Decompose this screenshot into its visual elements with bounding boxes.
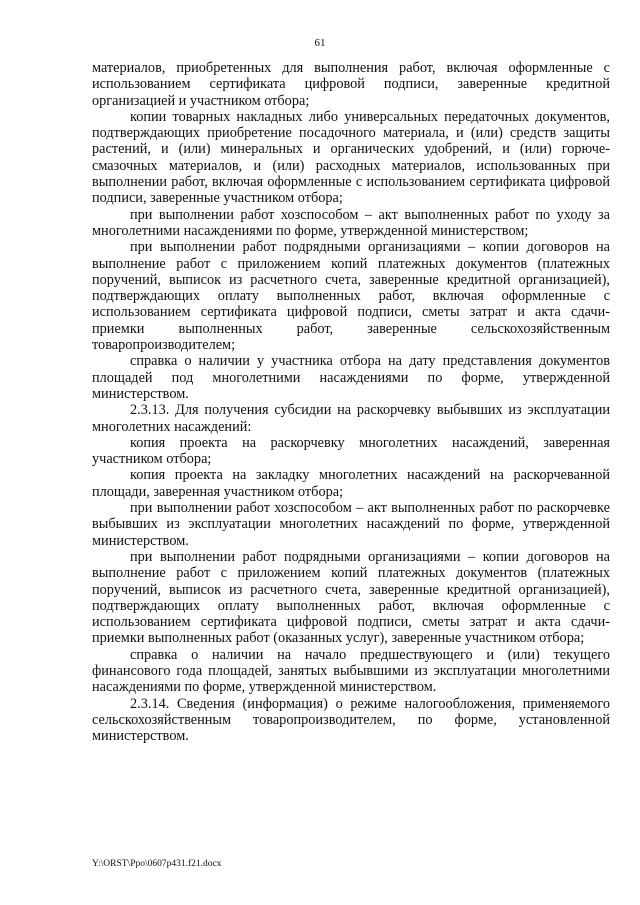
paragraph: при выполнении работ подрядными организациями – копии договоров на выполнение работ с приложением копий платежных документов (платежных поручений, выписок из расчетного счета, заверенные кредитной организацией), подтверждающих оплату выполненных работ, включая оформленные с использованием сертификата цифровой подписи, сметы затрат и акта сдачи-приемки выполненных работ, заверенные сельскохозяйственным товаропроизводителем; [92,239,610,354]
paragraph: при выполнении работ хозспособом – акт выполненных работ по раскорчевке выбывших из эксплуатации многолетних насаждений по форме, утвержденной министерством. [92,500,610,549]
section-heading-2-3-14: 2.3.14. Сведения (информация) о режиме налогообложения, применяемого сельскохозяйственным товаропроизводителем, по форме, установленной министерством. [92,695,610,745]
paragraph: копии товарных накладных либо универсальных передаточных документов, подтверждающих приобретение посадочного материала, и (или) средств защиты растений, и (или) минеральных и органических удобрений, и (или) горюче-смазочных материалов, и (или) расходных материалов, использованных при выполнении работ, включая оформленные с использованием сертификата цифровой подписи, заверенные участником отбора; [92,108,610,207]
section-heading-2-3-13: 2.3.13. Для получения субсидии на раскорчевку выбывших из эксплуатации многолетних насаждений: [92,402,610,435]
paragraph: справка о наличии на начало предшествующего и (или) текущего финансового года площадей, занятых выбывшими из эксплуатации многолетними насаждениями по форме, утвержденной министерством. [92,646,610,696]
paragraph: при выполнении работ хозспособом – акт выполненных работ по уходу за многолетними насаждениями по форме, утвержденной министерством; [92,206,610,239]
paragraph: справка о наличии у участника отбора на дату представления документов площадей под многолетними насаждениями по форме, утвержденной министерством. [92,353,610,402]
paragraph: при выполнении работ подрядными организациями – копии договоров на выполнение работ с приложением копий платежных документов (платежных поручений, выписок из расчетного счета, заверенные кредитной организацией), подтверждающих оплату выполненных работ, включая оформленные с использованием сертификата цифровой подписи, сметы затрат и акта сдачи-приемки выполненных работ (оказанных услуг), заверенные участником отбора; [92,548,610,647]
paragraph: материалов, приобретенных для выполнения работ, включая оформленные с использованием сертификата цифровой подписи, заверенные кредитной организацией и участником отбора; [92,60,610,109]
paragraph: копия проекта на закладку многолетних насаждений на раскорчеванной площади, заверенная участником отбора; [92,467,610,500]
document-body [92,60,610,744]
footer-file-path: Y:\ORST\Ppo\0607p431.f21.docx [92,859,222,869]
paragraph: копия проекта на раскорчевку многолетних насаждений, заверенная участником отбора; [92,434,610,468]
page-number: 61 [314,37,326,49]
